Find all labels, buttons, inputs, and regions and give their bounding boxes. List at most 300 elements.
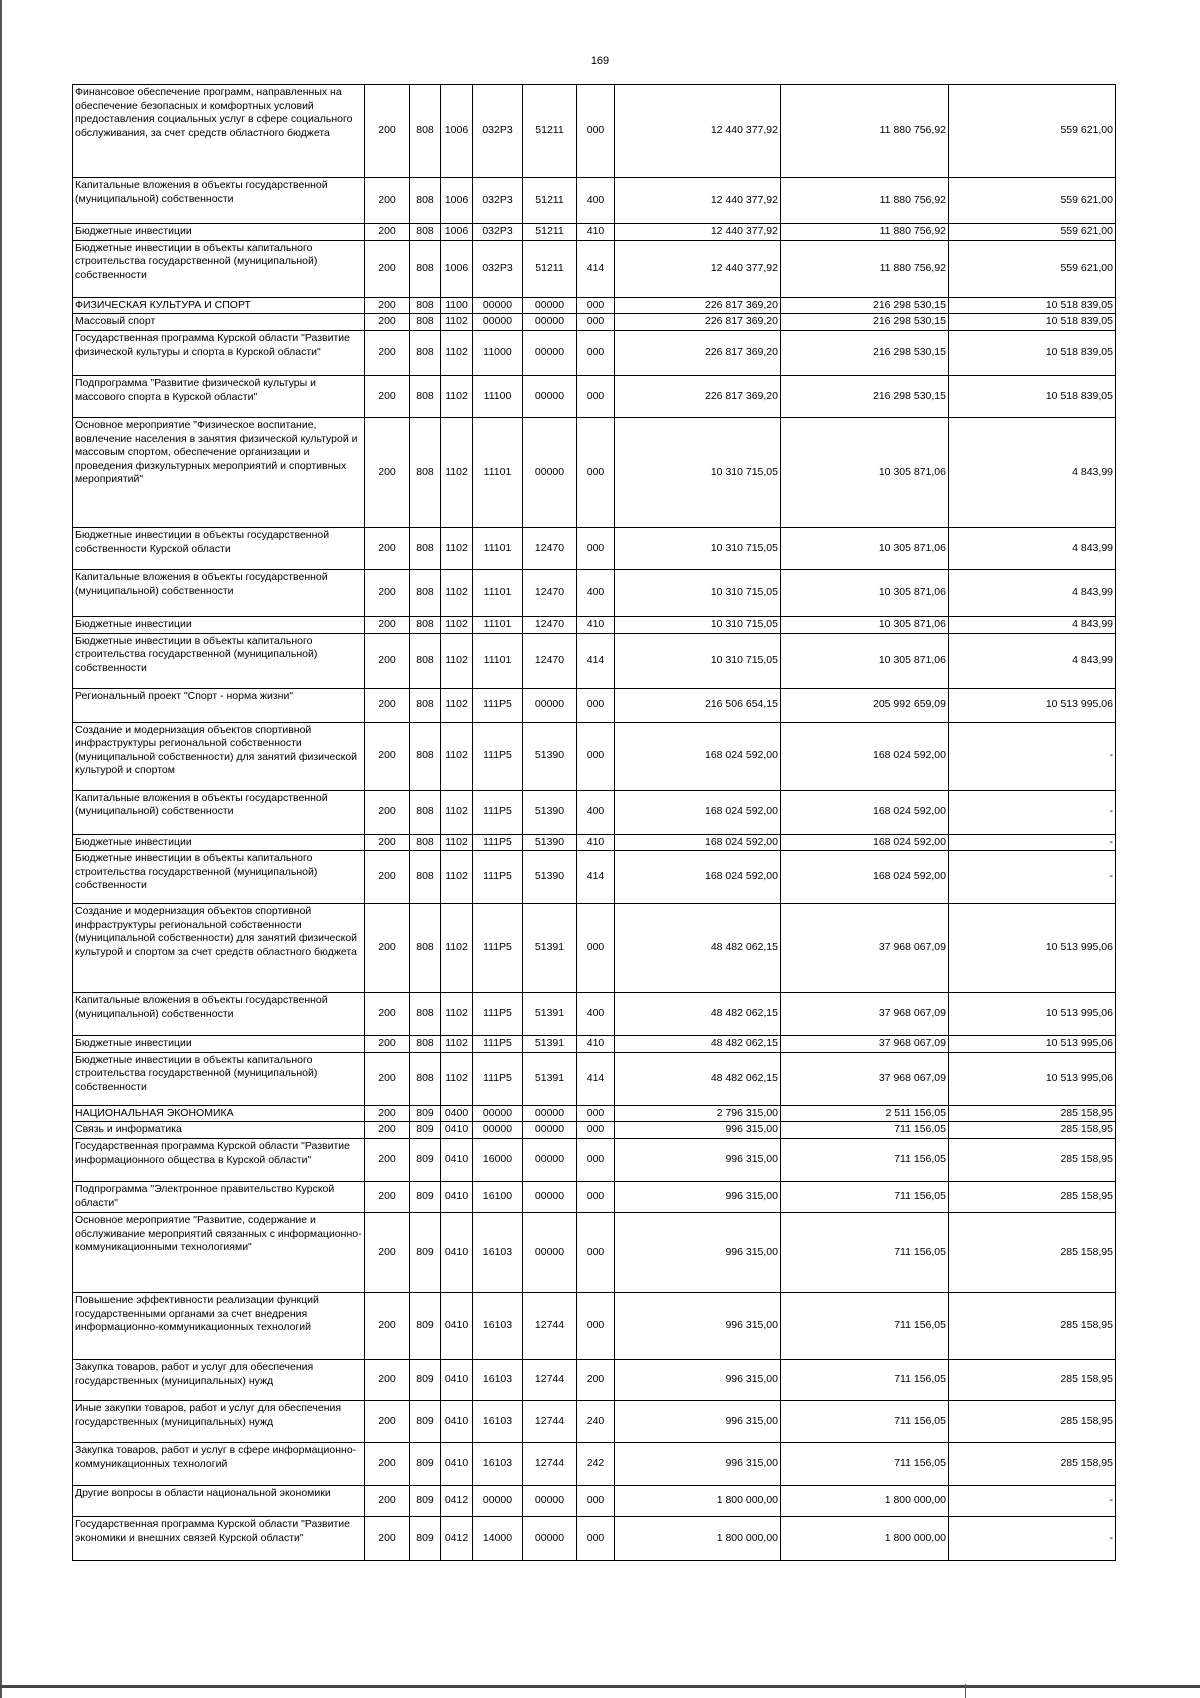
- code-department: 809: [410, 1360, 441, 1401]
- code-program: 11101: [473, 633, 523, 688]
- code-program: 11100: [473, 375, 523, 417]
- code-gl: 200: [365, 330, 410, 375]
- amount-executed: 216 298 530,15: [781, 330, 949, 375]
- row-description: Бюджетные инвестиции: [73, 1036, 365, 1053]
- code-section: 1006: [441, 240, 473, 297]
- code-direction: 12744: [523, 1360, 577, 1401]
- code-program: 111P5: [473, 851, 523, 904]
- amount-planned: 996 315,00: [615, 1360, 781, 1401]
- code-gl: 200: [365, 904, 410, 993]
- code-direction: 12744: [523, 1401, 577, 1443]
- table-row: [73, 417, 1116, 527]
- amount-remainder: 10 513 995,06: [949, 993, 1116, 1036]
- table-row: [73, 1401, 1116, 1443]
- code-expense-type: 410: [577, 616, 615, 633]
- code-program: 111P5: [473, 1052, 523, 1105]
- code-expense-type: 400: [577, 993, 615, 1036]
- code-section: 0410: [441, 1122, 473, 1139]
- code-direction: 51390: [523, 722, 577, 790]
- row-description: Капитальные вложения в объекты государственной (муниципальной) собственности: [73, 790, 365, 834]
- code-department: 808: [410, 178, 441, 224]
- code-program: 00000: [473, 1486, 523, 1517]
- row-description: Бюджетные инвестиции: [73, 834, 365, 851]
- row-description: Финансовое обеспечение программ, направленных на обеспечение безопасных и комфортных условий предоставления социальных услуг в сфере социального обслуживания, за счет средств областного бюджета: [73, 85, 365, 178]
- table-row: [73, 904, 1116, 993]
- code-expense-type: 000: [577, 1213, 615, 1293]
- code-section: 0410: [441, 1293, 473, 1360]
- code-gl: 200: [365, 314, 410, 331]
- code-section: 1102: [441, 851, 473, 904]
- row-description: Бюджетные инвестиции в объекты капитального строительства государственной (муниципальной) собственности: [73, 633, 365, 688]
- code-gl: 200: [365, 297, 410, 314]
- code-expense-type: 000: [577, 904, 615, 993]
- code-program: 11101: [473, 527, 523, 569]
- amount-remainder: 285 158,95: [949, 1360, 1116, 1401]
- row-description: Бюджетные инвестиции в объекты государственной собственности Курской области: [73, 527, 365, 569]
- table-body: [73, 85, 1116, 1561]
- code-department: 808: [410, 314, 441, 331]
- code-direction: 51211: [523, 224, 577, 241]
- code-direction: 12470: [523, 569, 577, 616]
- amount-remainder: 285 158,95: [949, 1139, 1116, 1182]
- code-gl: 200: [365, 1122, 410, 1139]
- code-direction: 12470: [523, 616, 577, 633]
- table-row: [73, 1517, 1116, 1561]
- code-gl: 200: [365, 688, 410, 722]
- amount-planned: 48 482 062,15: [615, 904, 781, 993]
- row-description: Бюджетные инвестиции в объекты капитального строительства государственной (муниципальной) собственности: [73, 851, 365, 904]
- table-row: [73, 1486, 1116, 1517]
- table-row: [73, 722, 1116, 790]
- amount-executed: 1 800 000,00: [781, 1486, 949, 1517]
- code-section: 1102: [441, 569, 473, 616]
- code-department: 808: [410, 834, 441, 851]
- code-department: 808: [410, 330, 441, 375]
- code-expense-type: 200: [577, 1360, 615, 1401]
- table-row: [73, 1360, 1116, 1401]
- row-description: Капитальные вложения в объекты государственной (муниципальной) собственности: [73, 569, 365, 616]
- code-direction: 00000: [523, 688, 577, 722]
- code-direction: 00000: [523, 417, 577, 527]
- table-row: [73, 1182, 1116, 1213]
- code-section: 0410: [441, 1139, 473, 1182]
- code-program: 11101: [473, 616, 523, 633]
- amount-planned: 996 315,00: [615, 1122, 781, 1139]
- row-description: Создание и модернизация объектов спортивной инфраструктуры региональной собственности (муниципальной собственности) для занятий физической культурой и спортом за счет средств областного бюджета: [73, 904, 365, 993]
- code-gl: 200: [365, 993, 410, 1036]
- scan-left-edge: [0, 0, 2, 1698]
- table-row: [73, 178, 1116, 224]
- code-expense-type: 000: [577, 1517, 615, 1561]
- code-expense-type: 414: [577, 1052, 615, 1105]
- amount-executed: 205 992 659,09: [781, 688, 949, 722]
- code-expense-type: 000: [577, 1486, 615, 1517]
- code-program: 16100: [473, 1182, 523, 1213]
- table-row: [73, 1105, 1116, 1122]
- code-expense-type: 000: [577, 1105, 615, 1122]
- code-expense-type: 000: [577, 527, 615, 569]
- amount-planned: 48 482 062,15: [615, 1052, 781, 1105]
- table-row: [73, 1139, 1116, 1182]
- code-section: 1102: [441, 688, 473, 722]
- amount-executed: 37 968 067,09: [781, 1052, 949, 1105]
- amount-executed: 711 156,05: [781, 1122, 949, 1139]
- code-section: 1102: [441, 993, 473, 1036]
- code-direction: 12470: [523, 633, 577, 688]
- amount-remainder: 4 843,99: [949, 527, 1116, 569]
- code-expense-type: 400: [577, 790, 615, 834]
- amount-executed: 1 800 000,00: [781, 1517, 949, 1561]
- budget-table: [72, 84, 1116, 1561]
- code-section: 1102: [441, 417, 473, 527]
- code-section: 1102: [441, 722, 473, 790]
- code-expense-type: 000: [577, 688, 615, 722]
- table-row: [73, 375, 1116, 417]
- code-department: 808: [410, 527, 441, 569]
- amount-executed: 168 024 592,00: [781, 851, 949, 904]
- amount-planned: 168 024 592,00: [615, 722, 781, 790]
- code-section: 1102: [441, 834, 473, 851]
- code-department: 808: [410, 688, 441, 722]
- amount-remainder: 559 621,00: [949, 224, 1116, 241]
- code-gl: 200: [365, 1517, 410, 1561]
- amount-remainder: 285 158,95: [949, 1293, 1116, 1360]
- amount-planned: 10 310 715,05: [615, 527, 781, 569]
- code-gl: 200: [365, 85, 410, 178]
- row-description: Капитальные вложения в объекты государственной (муниципальной) собственности: [73, 178, 365, 224]
- code-section: 0412: [441, 1517, 473, 1561]
- table-row: [73, 616, 1116, 633]
- amount-executed: 711 156,05: [781, 1360, 949, 1401]
- amount-remainder: 4 843,99: [949, 616, 1116, 633]
- code-program: 111P5: [473, 688, 523, 722]
- amount-remainder: 10 513 995,06: [949, 1052, 1116, 1105]
- code-department: 809: [410, 1182, 441, 1213]
- amount-planned: 12 440 377,92: [615, 224, 781, 241]
- amount-remainder: 10 513 995,06: [949, 688, 1116, 722]
- code-direction: 51390: [523, 790, 577, 834]
- amount-executed: 711 156,05: [781, 1293, 949, 1360]
- code-gl: 200: [365, 1401, 410, 1443]
- amount-planned: 226 817 369,20: [615, 314, 781, 331]
- code-direction: 51211: [523, 178, 577, 224]
- amount-planned: 996 315,00: [615, 1139, 781, 1182]
- code-expense-type: 000: [577, 1122, 615, 1139]
- table-row: [73, 569, 1116, 616]
- table-row: [73, 314, 1116, 331]
- code-gl: 200: [365, 1105, 410, 1122]
- amount-remainder: 559 621,00: [949, 85, 1116, 178]
- code-direction: 51391: [523, 1052, 577, 1105]
- amount-executed: 2 511 156,05: [781, 1105, 949, 1122]
- amount-executed: 168 024 592,00: [781, 790, 949, 834]
- row-description: Бюджетные инвестиции: [73, 616, 365, 633]
- table-row: [73, 688, 1116, 722]
- table-row: [73, 527, 1116, 569]
- code-gl: 200: [365, 527, 410, 569]
- code-department: 809: [410, 1293, 441, 1360]
- table-row: [73, 790, 1116, 834]
- amount-planned: 996 315,00: [615, 1443, 781, 1486]
- table-row: [73, 1213, 1116, 1293]
- row-description: Создание и модернизация объектов спортивной инфраструктуры региональной собственности (муниципальной собственности) для занятий физической культурой и спортом: [73, 722, 365, 790]
- row-description: Основное мероприятие "Физическое воспитание, вовлечение населения в занятия физической культурой и массовым спортом, обеспечение организации и проведения физкультурных мероприятий и спортивных мероприятий": [73, 417, 365, 527]
- code-department: 808: [410, 240, 441, 297]
- code-department: 808: [410, 993, 441, 1036]
- code-direction: 00000: [523, 1486, 577, 1517]
- code-gl: 200: [365, 1443, 410, 1486]
- code-expense-type: 000: [577, 417, 615, 527]
- code-department: 808: [410, 633, 441, 688]
- code-department: 808: [410, 790, 441, 834]
- code-program: 111P5: [473, 790, 523, 834]
- code-direction: 51391: [523, 1036, 577, 1053]
- code-gl: 200: [365, 722, 410, 790]
- amount-executed: 711 156,05: [781, 1213, 949, 1293]
- amount-planned: 10 310 715,05: [615, 417, 781, 527]
- code-section: 1102: [441, 904, 473, 993]
- amount-planned: 12 440 377,92: [615, 240, 781, 297]
- amount-remainder: -: [949, 1517, 1116, 1561]
- code-section: 1006: [441, 85, 473, 178]
- code-section: 1102: [441, 314, 473, 331]
- code-direction: 51390: [523, 834, 577, 851]
- code-program: 111P5: [473, 834, 523, 851]
- code-section: 0410: [441, 1443, 473, 1486]
- code-expense-type: 400: [577, 178, 615, 224]
- code-expense-type: 000: [577, 1293, 615, 1360]
- code-gl: 200: [365, 569, 410, 616]
- code-direction: 00000: [523, 1517, 577, 1561]
- code-program: 11101: [473, 417, 523, 527]
- table-row: [73, 1293, 1116, 1360]
- table-row: [73, 851, 1116, 904]
- amount-executed: 11 880 756,92: [781, 85, 949, 178]
- code-department: 809: [410, 1139, 441, 1182]
- code-department: 809: [410, 1401, 441, 1443]
- amount-planned: 1 800 000,00: [615, 1517, 781, 1561]
- code-gl: 200: [365, 375, 410, 417]
- code-section: 0410: [441, 1213, 473, 1293]
- table-row: [73, 993, 1116, 1036]
- code-department: 809: [410, 1443, 441, 1486]
- amount-remainder: 10 513 995,06: [949, 904, 1116, 993]
- code-direction: 00000: [523, 314, 577, 331]
- code-expense-type: 000: [577, 314, 615, 331]
- table-row: [73, 330, 1116, 375]
- amount-planned: 12 440 377,92: [615, 178, 781, 224]
- code-program: 16103: [473, 1213, 523, 1293]
- amount-remainder: -: [949, 1486, 1116, 1517]
- amount-executed: 168 024 592,00: [781, 834, 949, 851]
- amount-planned: 226 817 369,20: [615, 375, 781, 417]
- row-description: Бюджетные инвестиции в объекты капитального строительства государственной (муниципальной) собственности: [73, 240, 365, 297]
- code-department: 809: [410, 1213, 441, 1293]
- code-direction: 51390: [523, 851, 577, 904]
- code-department: 808: [410, 417, 441, 527]
- amount-executed: 711 156,05: [781, 1401, 949, 1443]
- code-program: 111P5: [473, 722, 523, 790]
- amount-planned: 168 024 592,00: [615, 851, 781, 904]
- table-row: [73, 224, 1116, 241]
- code-direction: 51211: [523, 240, 577, 297]
- amount-planned: 12 440 377,92: [615, 85, 781, 178]
- amount-executed: 10 305 871,06: [781, 569, 949, 616]
- code-program: 11101: [473, 569, 523, 616]
- code-expense-type: 400: [577, 569, 615, 616]
- amount-planned: 996 315,00: [615, 1293, 781, 1360]
- row-description: Государственная программа Курской области "Развитие экономики и внешних связей Курской области": [73, 1517, 365, 1561]
- code-direction: 00000: [523, 1105, 577, 1122]
- code-gl: 200: [365, 417, 410, 527]
- amount-executed: 168 024 592,00: [781, 722, 949, 790]
- row-description: Закупка товаров, работ и услуг для обеспечения государственных (муниципальных) нужд: [73, 1360, 365, 1401]
- amount-remainder: 10 518 839,05: [949, 375, 1116, 417]
- amount-planned: 996 315,00: [615, 1401, 781, 1443]
- code-direction: 12470: [523, 527, 577, 569]
- amount-remainder: -: [949, 851, 1116, 904]
- code-section: 0410: [441, 1401, 473, 1443]
- code-expense-type: 000: [577, 1139, 615, 1182]
- code-expense-type: 414: [577, 633, 615, 688]
- code-expense-type: 240: [577, 1401, 615, 1443]
- code-direction: 00000: [523, 375, 577, 417]
- row-description: Подпрограмма "Развитие физической культуры и массового спорта в Курской области": [73, 375, 365, 417]
- code-section: 0412: [441, 1486, 473, 1517]
- amount-planned: 48 482 062,15: [615, 993, 781, 1036]
- amount-executed: 10 305 871,06: [781, 633, 949, 688]
- scan-bottom-tick: [965, 1684, 966, 1698]
- amount-executed: 37 968 067,09: [781, 1036, 949, 1053]
- row-description: Государственная программа Курской области "Развитие информационного общества в Курской области": [73, 1139, 365, 1182]
- code-department: 809: [410, 1517, 441, 1561]
- amount-planned: 10 310 715,05: [615, 569, 781, 616]
- code-expense-type: 414: [577, 240, 615, 297]
- code-department: 808: [410, 904, 441, 993]
- page-number: 169: [590, 55, 610, 67]
- code-section: 1100: [441, 297, 473, 314]
- row-description: Подпрограмма "Электронное правительство Курской области": [73, 1182, 365, 1213]
- amount-executed: 10 305 871,06: [781, 616, 949, 633]
- amount-planned: 168 024 592,00: [615, 790, 781, 834]
- amount-executed: 711 156,05: [781, 1443, 949, 1486]
- amount-remainder: 10 518 839,05: [949, 330, 1116, 375]
- row-description: Государственная программа Курской области "Развитие физической культуры и спорта в Курской области": [73, 330, 365, 375]
- code-department: 808: [410, 85, 441, 178]
- amount-planned: 226 817 369,20: [615, 330, 781, 375]
- code-expense-type: 000: [577, 297, 615, 314]
- code-gl: 200: [365, 1360, 410, 1401]
- table-row: [73, 297, 1116, 314]
- code-department: 808: [410, 851, 441, 904]
- amount-remainder: 4 843,99: [949, 633, 1116, 688]
- table-row: [73, 240, 1116, 297]
- amount-planned: 226 817 369,20: [615, 297, 781, 314]
- amount-remainder: 285 158,95: [949, 1401, 1116, 1443]
- code-expense-type: 414: [577, 851, 615, 904]
- code-department: 808: [410, 1036, 441, 1053]
- amount-executed: 37 968 067,09: [781, 993, 949, 1036]
- amount-executed: 11 880 756,92: [781, 224, 949, 241]
- amount-planned: 48 482 062,15: [615, 1036, 781, 1053]
- code-expense-type: 000: [577, 1182, 615, 1213]
- code-expense-type: 000: [577, 375, 615, 417]
- amount-executed: 216 298 530,15: [781, 375, 949, 417]
- code-gl: 200: [365, 1052, 410, 1105]
- amount-planned: 10 310 715,05: [615, 616, 781, 633]
- code-gl: 200: [365, 1213, 410, 1293]
- code-section: 1102: [441, 1036, 473, 1053]
- amount-remainder: -: [949, 834, 1116, 851]
- code-direction: 12744: [523, 1293, 577, 1360]
- amount-planned: 2 796 315,00: [615, 1105, 781, 1122]
- code-direction: 51391: [523, 904, 577, 993]
- table-row: [73, 633, 1116, 688]
- code-program: 032P3: [473, 178, 523, 224]
- scan-bottom-edge: [0, 1685, 1200, 1688]
- code-direction: 51211: [523, 85, 577, 178]
- code-section: 1102: [441, 1052, 473, 1105]
- table-row: [73, 1036, 1116, 1053]
- code-department: 808: [410, 569, 441, 616]
- code-section: 0410: [441, 1182, 473, 1213]
- code-department: 808: [410, 297, 441, 314]
- amount-executed: 11 880 756,92: [781, 178, 949, 224]
- amount-executed: 11 880 756,92: [781, 240, 949, 297]
- code-expense-type: 410: [577, 224, 615, 241]
- code-department: 809: [410, 1486, 441, 1517]
- table-row: [73, 834, 1116, 851]
- row-description: Закупка товаров, работ и услуг в сфере информационно-коммуникационных технологий: [73, 1443, 365, 1486]
- table-row: [73, 1052, 1116, 1105]
- row-description: Другие вопросы в области национальной экономики: [73, 1486, 365, 1517]
- code-program: 032P3: [473, 240, 523, 297]
- code-section: 1102: [441, 616, 473, 633]
- code-department: 809: [410, 1105, 441, 1122]
- code-gl: 200: [365, 834, 410, 851]
- row-description: НАЦИОНАЛЬНАЯ ЭКОНОМИКА: [73, 1105, 365, 1122]
- code-program: 16103: [473, 1443, 523, 1486]
- code-direction: 12744: [523, 1443, 577, 1486]
- row-description: Капитальные вложения в объекты государственной (муниципальной) собственности: [73, 993, 365, 1036]
- code-expense-type: 000: [577, 85, 615, 178]
- table-row: [73, 85, 1116, 178]
- amount-remainder: 285 158,95: [949, 1443, 1116, 1486]
- code-department: 808: [410, 224, 441, 241]
- code-expense-type: 000: [577, 330, 615, 375]
- amount-executed: 10 305 871,06: [781, 417, 949, 527]
- code-program: 00000: [473, 1122, 523, 1139]
- code-section: 1006: [441, 178, 473, 224]
- amount-executed: 37 968 067,09: [781, 904, 949, 993]
- code-department: 808: [410, 616, 441, 633]
- code-section: 1102: [441, 375, 473, 417]
- amount-planned: 996 315,00: [615, 1213, 781, 1293]
- amount-planned: 216 506 654,15: [615, 688, 781, 722]
- code-direction: 00000: [523, 1139, 577, 1182]
- code-gl: 200: [365, 1182, 410, 1213]
- row-description: Основное мероприятие "Развитие, содержание и обслуживание мероприятий связанных с информационно-коммуникационными технологиями": [73, 1213, 365, 1293]
- amount-planned: 10 310 715,05: [615, 633, 781, 688]
- code-program: 16103: [473, 1293, 523, 1360]
- code-gl: 200: [365, 1293, 410, 1360]
- amount-planned: 996 315,00: [615, 1182, 781, 1213]
- code-program: 16000: [473, 1139, 523, 1182]
- code-department: 808: [410, 1052, 441, 1105]
- code-program: 00000: [473, 1105, 523, 1122]
- code-section: 1102: [441, 790, 473, 834]
- code-gl: 200: [365, 1486, 410, 1517]
